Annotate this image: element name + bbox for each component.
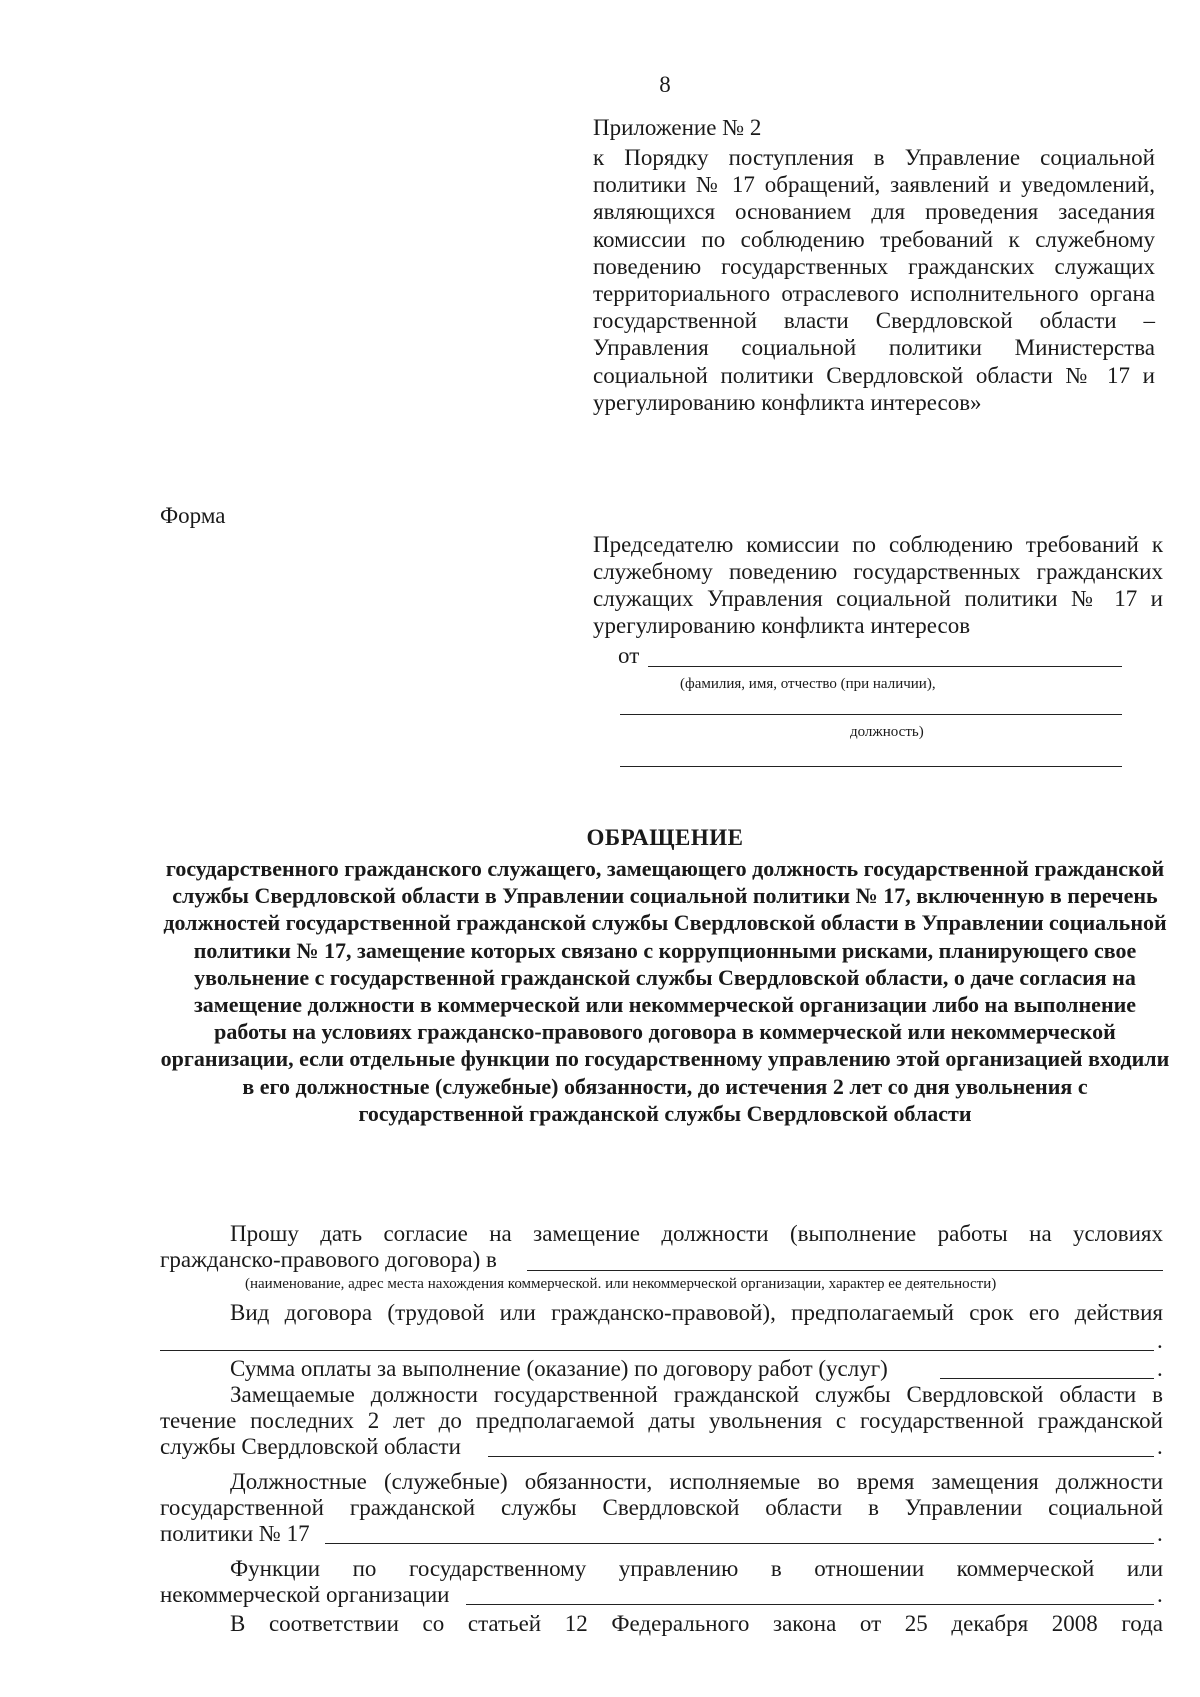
from-name-line[interactable] bbox=[648, 666, 1122, 667]
p3-text: Сумма оплаты за выполнение (оказание) по договору работ (услуг) bbox=[230, 1356, 888, 1381]
p2-end: . bbox=[1157, 1328, 1163, 1353]
from-line-2[interactable] bbox=[620, 714, 1122, 715]
p6-end: . bbox=[1157, 1582, 1163, 1607]
p1-line2-text: гражданско-правового договора) в bbox=[160, 1247, 497, 1272]
p6-line1: Функции по государственному управлению в отношении коммерческой или bbox=[230, 1556, 1163, 1581]
caption-name: (фамилия, имя, отчество (при наличии), bbox=[680, 676, 936, 692]
p3-end: . bbox=[1157, 1356, 1163, 1381]
p2-line1: Вид договора (трудовой или гражданско-правовой), предполагаемый срок его действия bbox=[230, 1300, 1163, 1325]
p4-line2: течение последних 2 лет до предполагаемой даты увольнения с государственной гражданской bbox=[160, 1408, 1163, 1433]
payment-field[interactable] bbox=[940, 1378, 1154, 1379]
p1-caption: (наименование, адрес места нахождения коммерческой. или некоммерческой организации, характер ее деятельности) bbox=[245, 1276, 997, 1292]
p4-line3-text: службы Свердловской области bbox=[160, 1434, 461, 1459]
addressee-text: Председателю комиссии по соблюдению требований к служебному поведению государственных гражданских служащих Управления социальной политики № 17 и урегулированию конфликта интересов bbox=[593, 532, 1163, 638]
from-label: от bbox=[618, 643, 640, 668]
p5-end: . bbox=[1157, 1521, 1163, 1546]
document-subtitle: государственного гражданского служащего, замещающего должность государственной гражданской службы Свердловской области в Управлении социальной политики № 17, включенную в перечень должностей государственной гражданской службы Свердловской области в Управлении социальной политики № 17, замещение которых связано с коррупционными рисками, планирующего свое увольнение с государственной гражданской службы Свердловской области, о даче согласия на замещение должности в коммерческой или некоммерческой организации либо на выполнение работы на условиях гражданско-правового договора в коммерческой или некоммерческой организации, если отдельные функции по государственному управлению этой организацией входили в его должностные (служебные) обязанности, до истечения 2 лет со дня увольнения с государственной гражданской службы Свердловской области bbox=[160, 856, 1170, 1126]
p1-line1: Прошу дать согласие на замещение должности (выполнение работы на условиях bbox=[230, 1221, 1163, 1246]
p4-end: . bbox=[1157, 1434, 1163, 1459]
duties-field[interactable] bbox=[325, 1543, 1154, 1544]
p7-line1: В соответствии со статьей 12 Федерального закона от 25 декабря 2008 года bbox=[230, 1611, 1163, 1636]
caption-position: должность) bbox=[850, 724, 924, 740]
from-line-3[interactable] bbox=[620, 766, 1122, 767]
page-number: 8 bbox=[659, 72, 671, 97]
p4-line1: Замещаемые должности государственной гражданской службы Свердловской области в bbox=[230, 1382, 1163, 1407]
p6-line2-text: некоммерческой организации bbox=[160, 1582, 450, 1607]
positions-field[interactable] bbox=[488, 1456, 1154, 1457]
p5-line2: государственной гражданской службы Свердловской области в Управлении социальной bbox=[160, 1495, 1163, 1520]
document-title: ОБРАЩЕНИЕ bbox=[586, 825, 744, 850]
p5-line1: Должностные (служебные) обязанности, исполняемые во время замещения должности bbox=[230, 1469, 1163, 1494]
functions-field[interactable] bbox=[466, 1604, 1154, 1605]
p5-line3-text: политики № 17 bbox=[160, 1521, 310, 1546]
contract-type-field[interactable] bbox=[160, 1350, 1154, 1351]
form-label: Форма bbox=[160, 503, 226, 528]
organization-field[interactable] bbox=[527, 1270, 1163, 1271]
appendix-text: к Порядку поступления в Управление социальной политики № 17 обращений, заявлений и уведомлений, являющихся основанием для проведения заседания комиссии по соблюдению требований к служебному поведению государственных гражданских служащих территориального отраслевого исполнительного органа государственной власти Свердловской области – Управления социальной политики Министерства социальной политики Свердловской области № 17 и урегулированию конфликта интересов» bbox=[593, 145, 1155, 415]
appendix-title: Приложение № 2 bbox=[593, 115, 762, 140]
